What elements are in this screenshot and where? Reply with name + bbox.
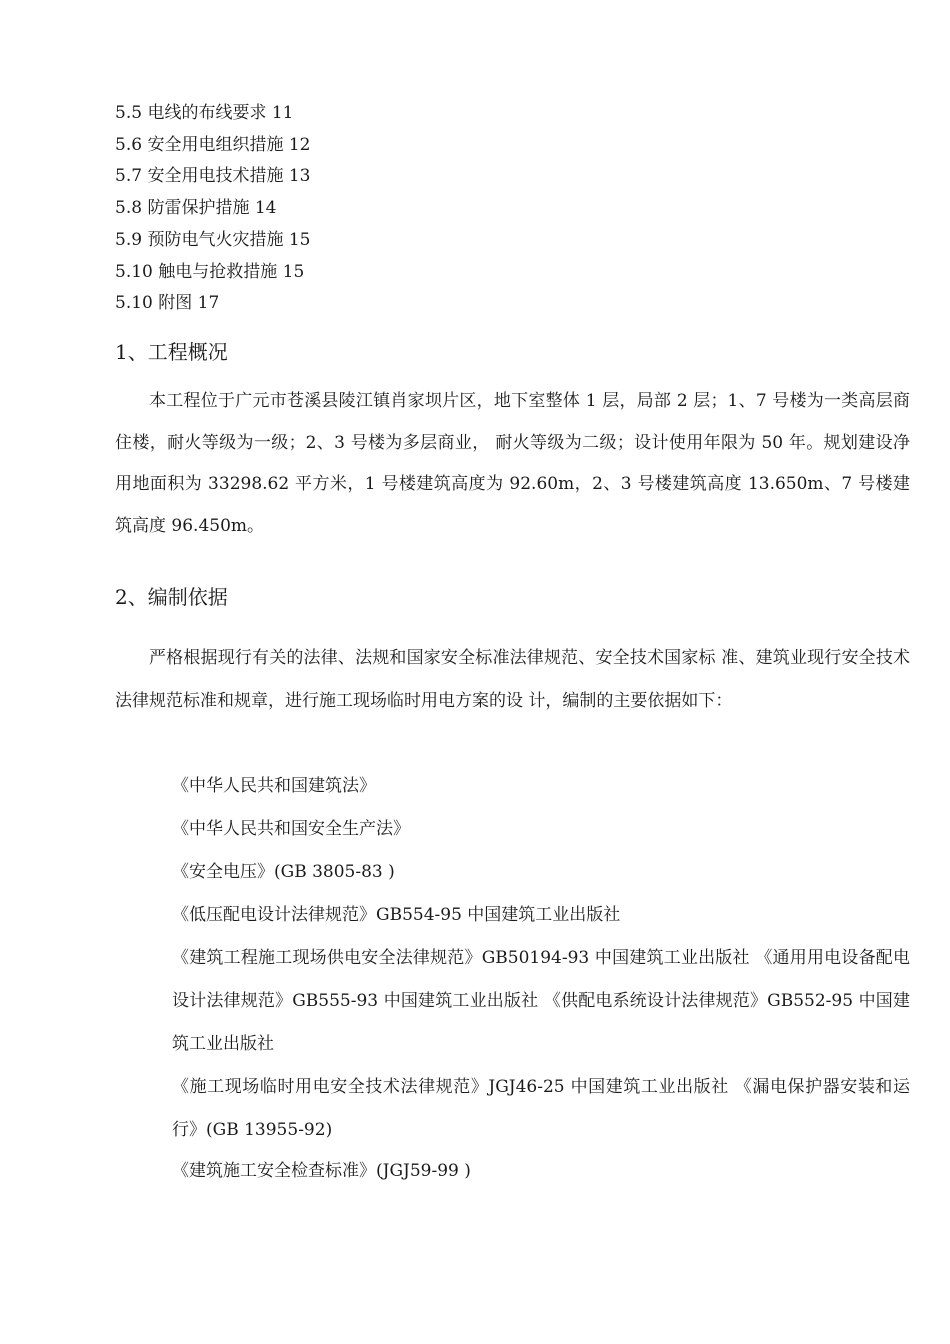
reference-item: 《中华人民共和国安全生产法》	[172, 819, 410, 839]
section-1-paragraph: 本工程位于广元市苍溪县陵江镇肖家坝片区，地下室整体 1 层，局部 2 层；1、7 号楼为一类高层商住楼，耐火等级为一级；2、3 号楼为多层商业， 耐火等级为二级；设计使用年限为 50 年。规划建设净用地面积为 33298.62 平方米，1 号楼建筑高度为 92.60m，2、3 号楼建筑高度 13.650m、7 号楼建 筑高度 96.450m。	[115, 391, 910, 536]
table-of-contents	[115, 98, 310, 320]
reference-item: 《建筑施工安全检查标准》(JGJ59-99 )	[172, 1161, 471, 1181]
reference-item: 《建筑工程施工现场供电安全法律规范》GB50194-93 中国建筑工业出版社 《通用用电设备配电设计法律规范》GB555-93 中国建筑工业出版社 《供配电系统设计法律规范》GB552-95 中国建筑工业出版社	[172, 948, 910, 1054]
section-1-heading: 1、工程概况	[115, 340, 228, 364]
toc-item: 5.6 安全用电组织措施 12	[115, 134, 311, 155]
toc-item: 5.8 防雷保护措施 14	[115, 198, 277, 219]
toc-item: 5.9 预防电气火灾措施 15	[115, 229, 311, 250]
section-2-heading: 2、编制依据	[115, 585, 228, 609]
toc-item: 5.10 触电与抢救措施 15	[115, 261, 305, 282]
reference-item: 《中华人民共和国建筑法》	[172, 776, 376, 796]
toc-item: 5.7 安全用电技术措施 13	[115, 166, 311, 187]
section-2-paragraph: 严格根据现行有关的法律、法规和国家安全标准法律规范、安全技术国家标 准、建筑业现行安全技术法律规范标准和规章，进行施工现场临时用电方案的设 计，编制的主要依据如下：	[115, 648, 910, 711]
toc-item: 5.5 电线的布线要求 11	[115, 103, 294, 123]
reference-item: 《施工现场临时用电安全技术法律规范》JGJ46-25 中国建筑工业出版社 《漏电保护器安装和运行》(GB 13955-92)	[172, 1077, 910, 1140]
toc-item: 5.10 附图 17	[115, 293, 220, 314]
reference-item: 《低压配电设计法律规范》GB554-95 中国建筑工业出版社	[172, 905, 621, 925]
reference-item: 《安全电压》(GB 3805-83 )	[172, 862, 395, 882]
reference-list	[172, 765, 910, 1190]
